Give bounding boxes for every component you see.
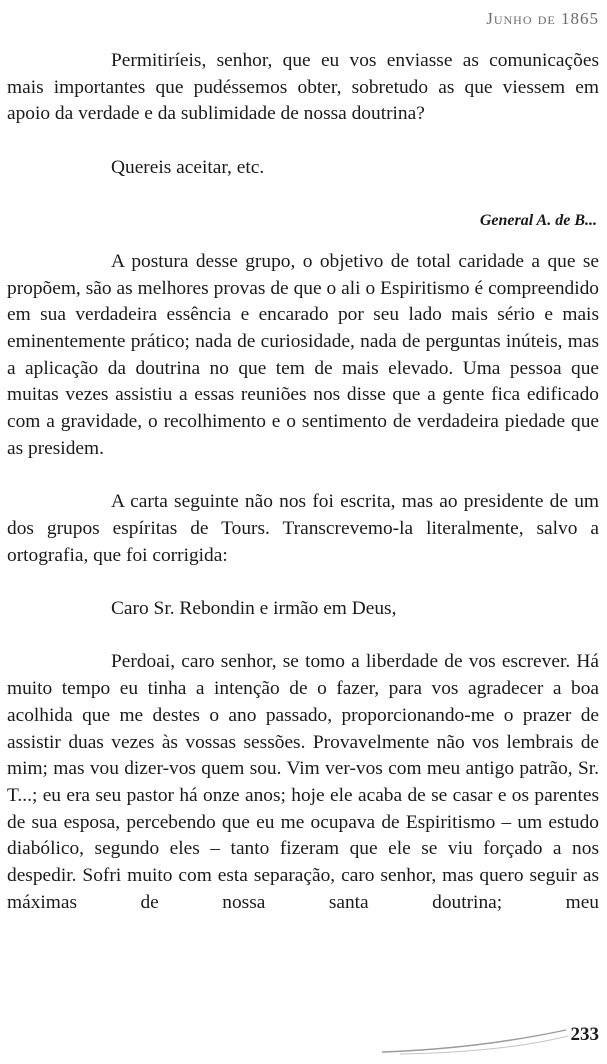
letter-signature: General A. de B...: [479, 212, 597, 230]
paragraph-request: Permitiríeis, senhor, que eu vos enviasse as comunicações mais importantes que pudéssemos obter, sobretudo as que viessem em apoio da verdade e da sublimidade de nossa doutrina?: [7, 50, 599, 125]
paragraph-letter-body: Perdoai, caro senhor, se tomo a liberdade de vos escrever. Há muito tempo eu tinha a intenção de o fazer, para vos agradecer a boa acolhida que me destes o ano passado, proporcionando-me o prazer de assistir duas vezes às vossas sessões. Provavelmente não vos lembrais de mim; mas vou dizer-vos quem sou. Vim ver-vos com meu antigo patrão, Sr. T...; eu era seu pastor há onze anos; hoje ele acaba de se casar e os parentes de sua esposa, percebendo que eu me ocupava de Espiritismo – um estudo diabólico, segundo eles – tanto fizeram que ele se viu forçado a nos despedir. Sofri muito com esta separação, caro senhor, mas quero seguir as máximas de nossa santa doutrina; meu: [7, 651, 599, 913]
paragraph-salutation: Caro Sr. Rebondin e irmão em Deus,: [111, 598, 397, 619]
decorative-swash-icon: [380, 1026, 570, 1056]
page-body: [7, 48, 599, 916]
paragraph-letter-intro: A carta seguinte não nos foi escrita, mas ao presidente de um dos grupos espíritas de Tours. Transcrevemo-la literalmente, salvo a ortografia, que foi corrigida:: [7, 491, 599, 566]
paragraph-closing: Quereis aceitar, etc.: [111, 156, 265, 178]
running-header: Junho de 1865: [486, 9, 599, 28]
page-number: 233: [570, 1024, 599, 1045]
paragraph-group-posture: A postura desse grupo, o objetivo de total caridade a que se propõem, são as melhores provas de que o ali o Espiritismo é compreendido em sua verdadeira essência e encarado por seu lado mais sério e mais eminentemente prático; nada de curiosidade, nada de perguntas inúteis, mas a aplicação da doutrina no que tem de mais elevado. Uma pessoa que muitas vezes assistiu a essas reuniões nos disse que a gente fica edificado com a gravidade, o recolhimento e o sentimento de verdadeira piedade que as presidem.: [7, 250, 599, 459]
